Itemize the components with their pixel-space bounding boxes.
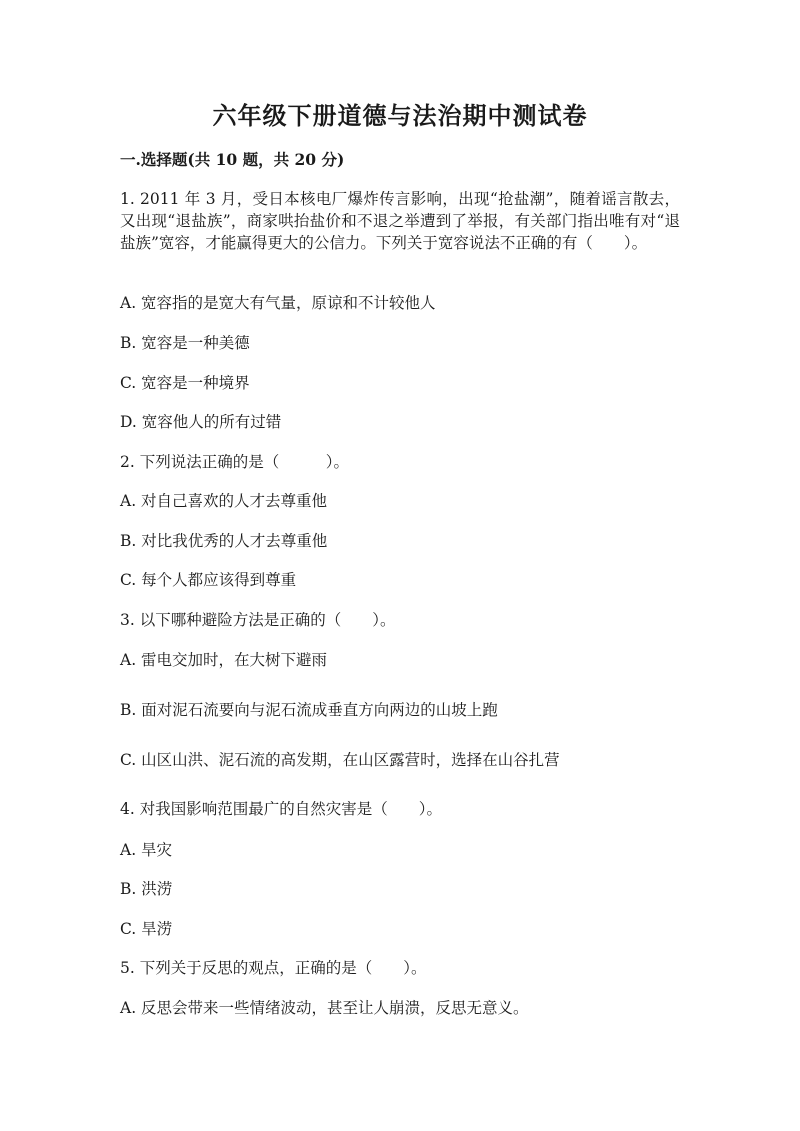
question-4-option-b: B. 洪涝 bbox=[120, 880, 173, 898]
question-5-stem: 5. 下列关于反思的观点，正确的是（ ）。 bbox=[120, 959, 427, 977]
question-4-option-c: C. 旱涝 bbox=[120, 920, 173, 938]
question-2-option-c: C. 每个人都应该得到尊重 bbox=[120, 571, 297, 589]
question-3-option-c: C. 山区山洪、泥石流的高发期，在山区露营时，选择在山谷扎营 bbox=[120, 751, 560, 769]
question-2-option-a: A. 对自己喜欢的人才去尊重他 bbox=[120, 492, 328, 510]
question-1-option-b: B. 宽容是一种美德 bbox=[120, 334, 250, 352]
question-2-stem: 2. 下列说法正确的是（ ）。 bbox=[120, 453, 349, 471]
question-1-option-c: C. 宽容是一种境界 bbox=[120, 374, 250, 392]
question-1-stem: 1. 2011 年 3 月，受日本核电厂爆炸传言影响，出现“抢盐潮”，随着谣言散去，又出现“退盐族”，商家哄抬盐价和不退之举遭到了举报，有关部门指出唯有对“退盐族”宽容，才能赢得更大的公信力。下列关于宽容说法不正确的有（ ）。 bbox=[120, 190, 680, 252]
question-1-option-a: A. 宽容指的是宽大有气量，原谅和不计较他人 bbox=[120, 294, 436, 312]
question-1-option-d: D. 宽容他人的所有过错 bbox=[120, 413, 282, 431]
section-heading: 一.选择题(共 10 题，共 20 分) bbox=[120, 150, 345, 169]
question-4-option-a: A. 旱灾 bbox=[120, 841, 173, 859]
question-3-option-b: B. 面对泥石流要向与泥石流成垂直方向两边的山坡上跑 bbox=[120, 701, 498, 719]
question-4-stem: 4. 对我国影响范围最广的自然灾害是（ ）。 bbox=[120, 800, 442, 818]
page-title: 六年级下册道德与法治期中测试卷 bbox=[212, 101, 588, 130]
question-2-option-b: B. 对比我优秀的人才去尊重他 bbox=[120, 532, 328, 550]
question-5-option-a: A. 反思会带来一些情绪波动，甚至让人崩溃，反思无意义。 bbox=[120, 999, 529, 1017]
question-3-stem: 3. 以下哪种避险方法是正确的（ ）。 bbox=[120, 611, 396, 629]
question-3-option-a: A. 雷电交加时，在大树下避雨 bbox=[120, 651, 328, 669]
